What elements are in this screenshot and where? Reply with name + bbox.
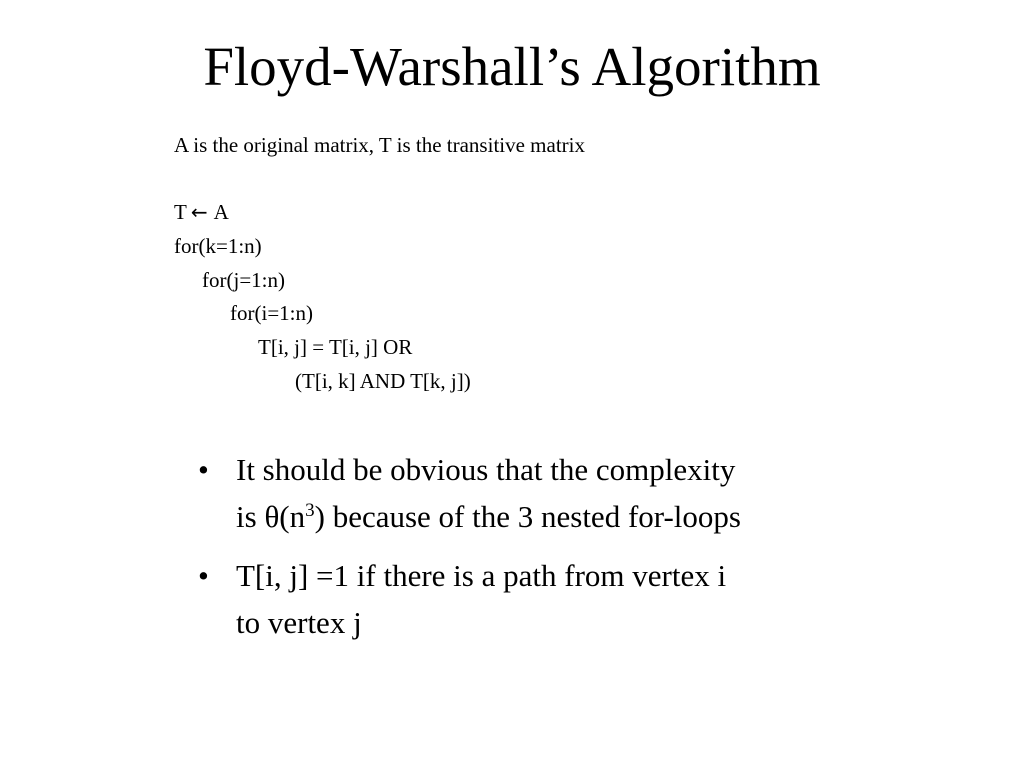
left-arrow-icon: ← <box>190 200 208 225</box>
bullet-complexity <box>196 446 756 540</box>
loop-j-line: for(j=1:n) <box>202 267 285 292</box>
bullet-path-meaning <box>196 552 756 646</box>
complexity-n: (n <box>279 499 306 534</box>
theta-symbol: θ <box>264 499 280 534</box>
bullet-icon: • <box>198 452 209 487</box>
complexity-text-end: ) because of the 3 nested for-loops <box>314 499 741 534</box>
bullet-icon: • <box>198 558 209 593</box>
complexity-exponent: 3 <box>305 500 315 521</box>
loop-i-line: for(i=1:n) <box>230 301 313 326</box>
assign-target: T <box>174 200 187 225</box>
bullet-list <box>196 446 756 658</box>
path-meaning-text: T[i, j] =1 if there is a path from vertex i to vertex j <box>236 558 727 640</box>
assignment-line <box>174 196 585 230</box>
loop-k-line: for(k=1:n) <box>174 234 262 259</box>
blank-line <box>174 163 585 197</box>
assign-source: A <box>213 200 229 225</box>
update-line: T[i, j] = T[i, j] OR <box>258 335 413 360</box>
slide-title: Floyd-Warshall’s Algorithm <box>203 36 821 97</box>
matrix-description: A is the original matrix, T is the transitive matrix <box>174 133 585 157</box>
algorithm-pseudocode <box>174 129 585 399</box>
update-continuation-line: (T[i, k] AND T[k, j]) <box>295 368 471 393</box>
complexity-text-start: It should be obvious that the complexity is <box>236 452 736 534</box>
